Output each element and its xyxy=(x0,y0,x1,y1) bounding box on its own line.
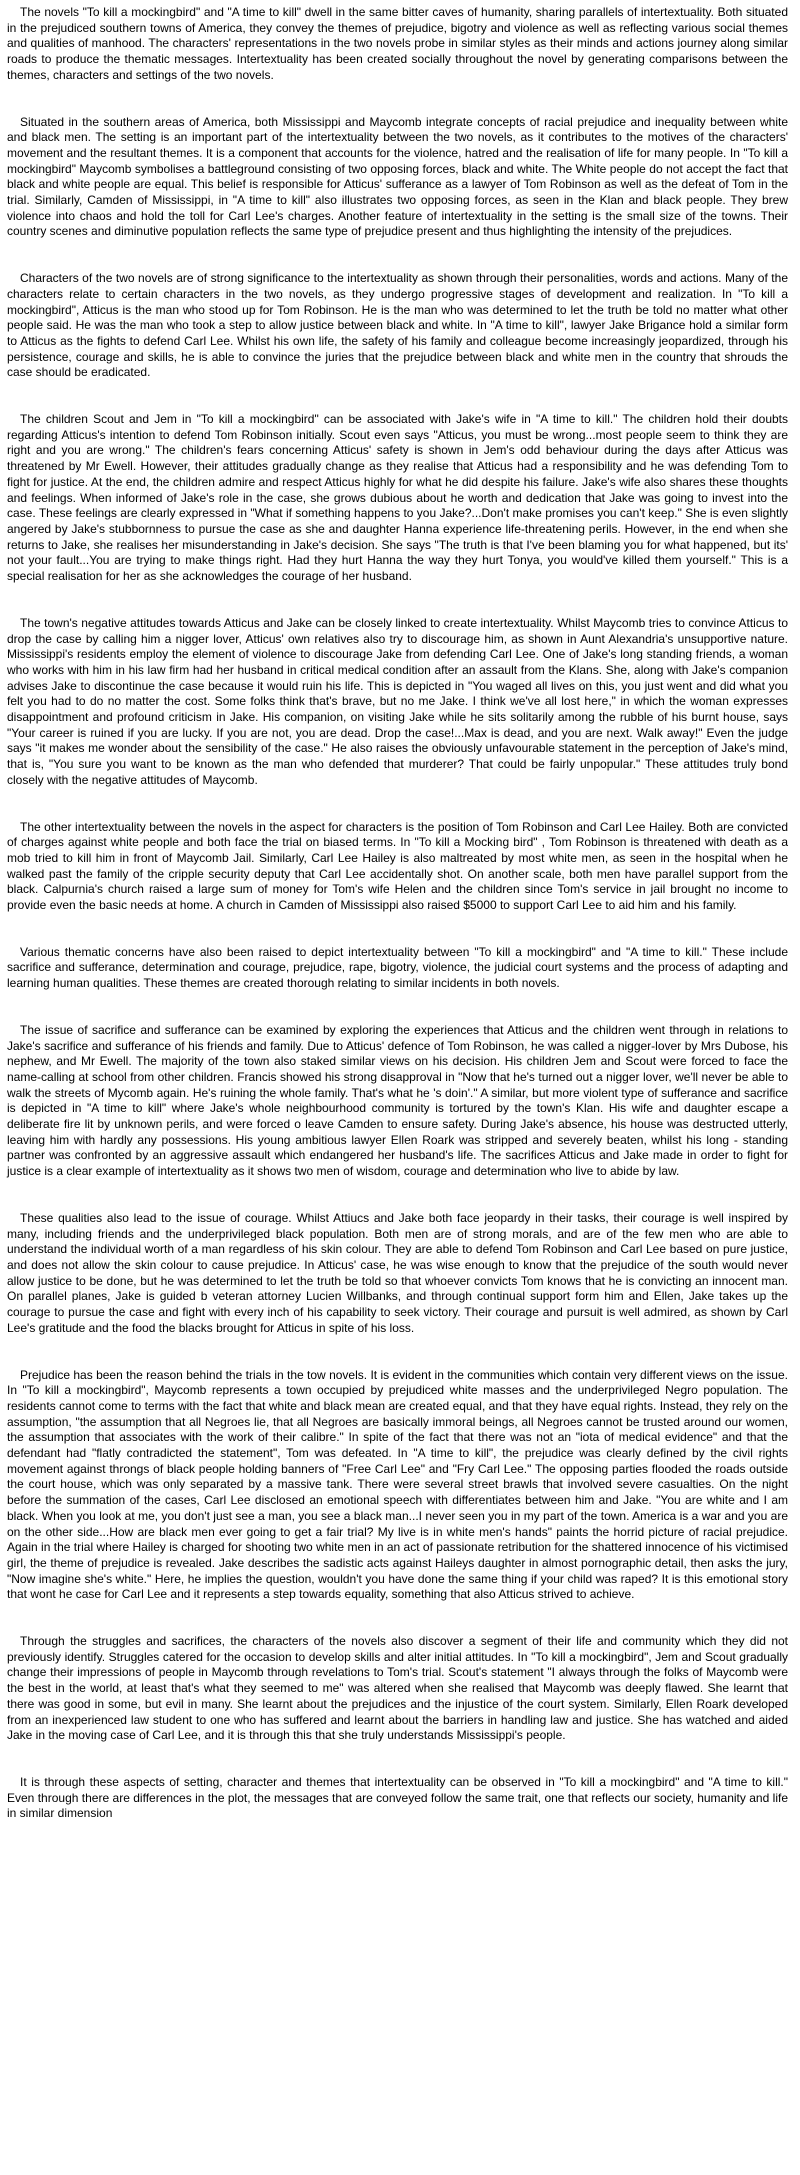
paragraph-town-attitudes: The town's negative attitudes towards Atticus and Jake can be closely linked to create intertextuality. Whilst Maycomb tries to convince Atticus to drop the case by calling him a nigger lover, Atticus' own relatives also try to discourage him, as shown in Aunt Alexandria's unsupportive nature. Mississippi's residents employ the element of violence to discourage Jake from defending Carl Lee. One of Jake's long standing friends, a woman who works with him in his law firm had her husband in critical medical condition after an assault from the Klans. She, along with Jake's companion advises Jake to discontinue the case because it would ruin his life. This is depicted in "You waged all lives on this, you just went and did what you felt you had to do no matter the cost. Some folks think that's brave, but no me Jake. I think we've all lost here," in which the woman expresses disappointment and profound criticism in Jake. His companion, on visiting Jake while he sits solitarily among the rubble of his burnt house, says "Your career is ruined if you are lucky. If you are not, you are dead. Drop the case!...Max is dead, and you are next. Walk away!" Even the judge says "it makes me wonder about the sensibility of the case." He also raises the obviously unfavourable statement in the perception of Jake's mind, that is, "You sure you want to be known as the man who defended that murderer? That could be fairly unpopular." These attitudes truly bond closely with the negative attitudes of Maycomb. xyxy=(7,615,788,787)
paragraph-thematic-concerns: Various thematic concerns have also been raised to depict intertextuality between "To kill a mockingbird" and "A time to kill." These include sacrifice and sufferance, determination and courage, prejudice, rape, bigotry, violence, the judicial court systems and the process of adapting and learning human qualities. These themes are created thorough relating to similar incidents in both novels. xyxy=(7,944,788,991)
paragraph-conclusion: It is through these aspects of setting, character and themes that intertextuality can be observed in "To kill a mockingbird" and "A time to kill." Even through there are differences in the plot, the messages that are conveyed follow the same trait, one that reflects our society, humanity and life in similar dimension xyxy=(7,1774,788,1821)
paragraph-setting: Situated in the southern areas of America, both Mississippi and Maycomb integrate concepts of racial prejudice and inequality between white and black men. The setting is an important part of the intertextuality between the two novels, as it contributes to the motives of the characters' movement and the resultant themes. It is a component that accounts for the violence, hatred and the realisation of life for many people. In "To kill a mockingbird" Maycomb symbolises a battleground consisting of two opposing forces, black and white. The White people do not accept the fact that black and white people are equal. This belief is responsible for Atticus' sufferance as a lawyer of Tom Robinson as well as the defeat of Tom in the trial. Similarly, Camden of Mississippi, in "A time to kill" also illustrates two opposing forces, as seen in the Klan and black people. They brew violence into chaos and hold the toll for Carl Lee's charges. Another feature of intertextuality in the setting is the small size of the towns. Their country scenes and diminutive population reflects the same type of prejudice present and thus highlighting the intensity of the prejudices. xyxy=(7,114,788,239)
paragraph-courage: These qualities also lead to the issue of courage. Whilst Attiucs and Jake both face jeopardy in their tasks, their courage is well inspired by many, including friends and the underprivileged black population. Both men are of strong morals, and are of the few men who are able to understand the individual worth of a man regardless of his skin colour. They are able to defend Tom Robinson and Carl Lee based on pure justice, and does not allow the skin colour to cause prejudice. In Atticus' case, he was wise enough to know that the prejudice of the south would never allow justice to be done, but he was determined to let the truth be told so that whoever convicts Tom knows that he is convicting an innocent man. On parallel planes, Jake is guided b veteran attorney Lucien Willbanks, and through continual support form him and Ellen, Jake takes up the courage to pursue the case and fight with every inch of his capability to seek victory. Their courage and pursuit is well admired, as shown by Carl Lee's gratitude and the food the blacks brought for Atticus in spite of his loss. xyxy=(7,1210,788,1335)
paragraph-characters: Characters of the two novels are of strong significance to the intertextuality as shown through their personalities, words and actions. Many of the characters relate to certain characters in the two novels, as they undergo progressive stages of development and realization. In "To kill a mockingbird", Atticus is the man who stood up for Tom Robinson. He is the man who was determined to let the truth be told no matter what other people said. He was the man who took a step to allow justice between black and white. In "A time to kill", lawyer Jake Brigance hold a similar form to Atticus as the fights to defend Carl Lee. Whilst his own life, the safety of his family and colleague become increasingly jeopardized, through his persistence, courage and skills, he is able to convince the juries that the prejudice between black and white men in the country that shrouds the case should be eradicated. xyxy=(7,271,788,380)
paragraph-sacrifice-sufferance: The issue of sacrifice and sufferance can be examined by exploring the experiences that Atticus and the children went through in relations to Jake's sacrifice and sufferance of his friends and family. Due to Atticus' defence of Tom Robinson, he was called a nigger-lover by Mrs Dubose, his nephew, and Mr Ewell. The majority of the town also staked similar views on his decision. His children Jem and Scout were forced to face the name-calling at school from other children. Francis showed his strong disapproval in "Now that he's turned out a nigger lover, we'll never be able to walk the streets of Mycomb again. He's ruining the whole family. That's what he 's doin'." A similar, but more violent type of sufferance and sacrifice is depicted in "A time to kill" where Jake's whole neighbourhood community is tortured by the town's Klan. His wife and daughter escape a deliberate fire lit by unknown perils, and were forced o leave Camden to ensure safety. During Jake's absence, his house was destructed utterly, leaving him with hardly any possessions. His young ambitious lawyer Ellen Roark was stripped and severely beaten, whilst his long - standing partner was confronted by an aggressive assault which endangered her husband's life. The sacrifices Atticus and Jake made in order to fight for justice is a clear example of intertextuality as it shows two men of wisdom, courage and determination who live to abide by law. xyxy=(7,1022,788,1179)
paragraph-intro: The novels "To kill a mockingbird" and "A time to kill" dwell in the same bitter caves of humanity, sharing parallels of intertextuality. Both situated in the prejudiced southern towns of America, they convey the themes of prejudice, bigotry and violence as well as reflecting various social themes and qualities of manhood. The characters' representations in the two novels probe in similar styles as their minds and actions journey along similar roads to produce the thematic messages. Intertextuality has been created socially throughout the novel by generating comparisons between the themes, characters and settings of the two novels. xyxy=(7,5,788,82)
paragraph-children-wife: The children Scout and Jem in "To kill a mockingbird" can be associated with Jake's wife in "A time to kill." The children hold their doubts regarding Atticus's intention to defend Tom Robinson initially. Scout even says "Atticus, you must be wrong...most people seem to think they are right and you are wrong." The children's fears concerning Atticus' safety is shown in Jem's odd behaviour during the days after Atticus was threatened by Mr Ewell. However, their attitudes gradually change as they realise that Atticus had a responsibility and he was defending Tom to fight for justice. At the end, the children admire and respect Atticus highly for what he did despite his failure. Jake's wife also shares these thoughts and feelings. When informed of Jake's role in the case, she grows dubious about he worth and dedication that Jake was going to invest into the case. These feelings are clearly expressed in "What if something happens to you Jake?...Don't make promises you can't keep." She is even slightly angered by Jake's stubbornness to pursue the case as she and daughter Hanna experience life-threatening perils. However, in the end when she returns to Jake, she realises her misunderstanding in Jake's decision. She says "The truth is that I've been blaming you for what happened, but its' not your fault...You are trying to make things right. Had they hurt Hanna the way they hurt Tonya, you would've killed them yourself." This is a special realisation for her as she acknowledges the courage of her husband. xyxy=(7,412,788,584)
paragraph-prejudice: Prejudice has been the reason behind the trials in the tow novels. It is evident in the communities which contain very different views on the issue. In "To kill a mockingbird", Maycomb represents a town occupied by prejudiced white masses and the underprivileged Negro population. The residents cannot come to terms with the fact that white and black mean are created equal, and that they have equal rights. Instead, they rely on the assumption, "the assumption that all Negroes lie, that all Negroes are basically immoral beings, all Negroes cannot be trusted around our women, the assumption that associates with the work of their calibre." In spite of the fact that there was not an "iota of medical evidence" and that the defendant had "flatly contradicted the statement", Tom was defeated. In "A time to kill", the prejudice was clearly defined by the civil rights movement against throngs of black people holding banners of "Free Carl Lee" and "Fry Carl Lee." The opposing parties flooded the roads outside the court house, which was only separated by a massive tank. There were several street brawls that involved severe casualties. On the night before the summation of the cases, Carl Lee disclosed an emotional speech with differentiates between him and Jake. "You are white and I am black. When you look at me, you don't just see a man, you see a black man...I never seen you in my part of the town. America is a war and you are on the other side...How are black men ever going to get a fair trial? My live is in white men's hands" paints the horrid picture of racial prejudice. Again in the trial where Hailey is charged for shooting two white men in an act of passionate retribution for the shattered innocence of his victimised girl, the theme of prejudice is revealed. Jake describes the sadistic acts against Haileys daughter in almost pornographic detail, then asks the jury, "Now imagine she's white." Here, he implies the question, wouldn't you have done the same thing if your child was raped? It is this emotional story that wont he case for Carl Lee and it represents a step towards equality, something that also Atticus strived to achieve. xyxy=(7,1367,788,1602)
paragraph-struggles-discovery: Through the struggles and sacrifices, the characters of the novels also discover a segment of their life and community which they did not previously identify. Struggles catered for the occasion to develop skills and alter initial attitudes. In "To kill a mockingbird", Jem and Scout gradually change their impressions of people in Maycomb through revelations to Tom's trial. Scout's statement "I always through the folks of Maycomb were the best in the world, at least that's what they seemed to me" was altered when she realised that Maycomb was deeply flawed. She learnt that there was good in some, but evil in many. She learnt about the prejudices and the injustice of the court system. Similarly, Ellen Roark developed from an inexperienced law student to one who has suffered and learnt about the barriers in handling law and justice. She has watched and aided Jake in the moving case of Carl Lee, and it is through this that she truly understands Mississippi's people. xyxy=(7,1634,788,1743)
paragraph-tom-carllee: The other intertextuality between the novels in the aspect for characters is the position of Tom Robinson and Carl Lee Hailey. Both are convicted of charges against white people and both face the trial on biased terms. In "To kill a Mocking bird" , Tom Robinson is threatened with death as a mob tried to kill him in front of Maycomb Jail. Similarly, Carl Lee Hailey is also maltreated by most white men, as seen in the hospital when he walked past the family of the cripple security deputy that Carl Lee accidentally shot. On another scale, both men have parallel support from the black. Calpurnia's church raised a large sum of money for Tom's wife Helen and the children since Tom's service in jail brought no income to provide even the basic needs at home. A church in Camden of Mississippi also raised $5000 to support Carl Lee to aid him and his family. xyxy=(7,819,788,913)
